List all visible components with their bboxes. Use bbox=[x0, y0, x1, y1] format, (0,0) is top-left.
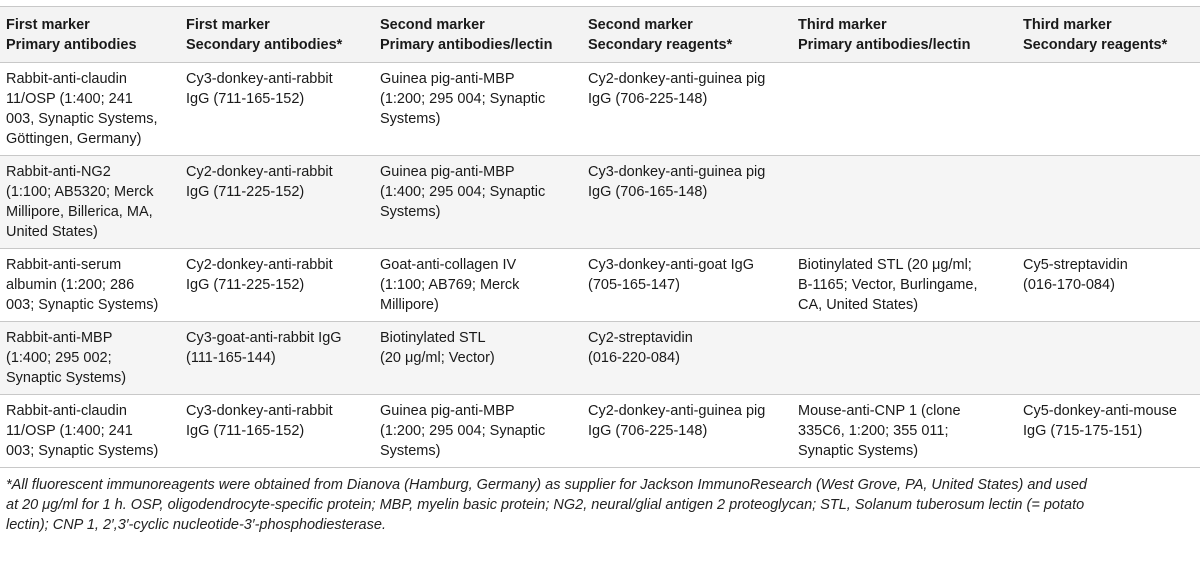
cell-line: Goat-anti-collagen IV bbox=[380, 257, 517, 273]
cell-line: (20 μg/ml; Vector) bbox=[380, 350, 495, 366]
cell-line: Rabbit-anti-serum bbox=[6, 257, 122, 273]
table-cell bbox=[0, 322, 180, 395]
cell-line: Cy5-streptavidin bbox=[1023, 257, 1128, 273]
table-row bbox=[0, 63, 1200, 156]
table-cell bbox=[180, 395, 374, 468]
footnote-line: at 20 μg/ml for 1 h. OSP, oligodendrocyte-specific protein; MBP, myelin basic protein; NG2, neural/glial antigen 2 proteoglycan; STL, Solanum tuberosum lectin (= potato bbox=[6, 497, 1085, 513]
cell-line: 003; Synaptic Systems) bbox=[6, 443, 159, 459]
table-cell bbox=[1017, 249, 1200, 322]
cell-line: 11/OSP (1:400; 241 bbox=[6, 423, 133, 439]
table-cell bbox=[374, 63, 582, 156]
column-header-line: Primary antibodies/lectin bbox=[798, 37, 971, 53]
table-cell bbox=[374, 395, 582, 468]
cell-line: IgG (711-165-152) bbox=[186, 91, 305, 107]
table-cell bbox=[374, 322, 582, 395]
footnote-row bbox=[0, 468, 1200, 536]
cell-line: 11/OSP (1:400; 241 bbox=[6, 91, 133, 107]
column-header-line: Second marker bbox=[380, 17, 485, 33]
cell-line: IgG (715-175-151) bbox=[1023, 423, 1143, 439]
cell-line: Cy2-donkey-anti-rabbit bbox=[186, 257, 333, 273]
table-cell bbox=[1017, 63, 1200, 156]
cell-line: Cy2-donkey-anti-guinea pig bbox=[588, 403, 766, 419]
cell-line: Cy3-donkey-anti-goat IgG bbox=[588, 257, 755, 273]
cell-line: Guinea pig-anti-MBP bbox=[380, 164, 515, 180]
cell-line: 003, Synaptic Systems, bbox=[6, 111, 158, 127]
table-cell bbox=[792, 156, 1017, 249]
cell-line: Systems) bbox=[380, 443, 441, 459]
column-header-line: Secondary antibodies* bbox=[186, 37, 343, 53]
table-cell bbox=[0, 156, 180, 249]
cell-line: Millipore, Billerica, MA, bbox=[6, 204, 153, 220]
cell-line: (016-170-084) bbox=[1023, 277, 1115, 293]
table-cell bbox=[1017, 156, 1200, 249]
column-header bbox=[374, 7, 582, 63]
footnote bbox=[0, 468, 1200, 536]
cell-line: Synaptic Systems) bbox=[6, 370, 127, 386]
cell-line: Cy2-streptavidin bbox=[588, 330, 693, 346]
column-header bbox=[1017, 7, 1200, 63]
cell-line: (705-165-147) bbox=[588, 277, 680, 293]
cell-line: B-1165; Vector, Burlingame, bbox=[798, 277, 978, 293]
cell-line: (1:400; 295 004; Synaptic bbox=[380, 184, 546, 200]
cell-line: Cy3-donkey-anti-rabbit bbox=[186, 403, 333, 419]
cell-line: (111-165-144) bbox=[186, 350, 276, 366]
table-cell bbox=[792, 395, 1017, 468]
table-cell bbox=[792, 63, 1017, 156]
table-cell bbox=[582, 156, 792, 249]
table-cell bbox=[0, 63, 180, 156]
cell-line: IgG (711-165-152) bbox=[186, 423, 305, 439]
table-cell bbox=[374, 249, 582, 322]
table-row bbox=[0, 395, 1200, 468]
cell-line: 335C6, 1:200; 355 011; bbox=[798, 423, 949, 439]
column-header bbox=[582, 7, 792, 63]
cell-line: (016-220-084) bbox=[588, 350, 680, 366]
table-cell bbox=[582, 322, 792, 395]
table-cell bbox=[582, 395, 792, 468]
table-cell bbox=[180, 249, 374, 322]
table-row bbox=[0, 249, 1200, 322]
cell-line: IgG (711-225-152) bbox=[186, 277, 305, 293]
table-footer bbox=[0, 468, 1200, 536]
cell-line: Millipore) bbox=[380, 297, 439, 313]
table-cell bbox=[582, 63, 792, 156]
cell-line: Biotinylated STL bbox=[380, 330, 486, 346]
column-header-line: Secondary reagents* bbox=[588, 37, 733, 53]
column-header-line: Third marker bbox=[1023, 17, 1112, 33]
cell-line: IgG (706-225-148) bbox=[588, 423, 708, 439]
cell-line: (1:100; AB5320; Merck bbox=[6, 184, 154, 200]
footnote-line: *All fluorescent immunoreagents were obtained from Dianova (Hamburg, Germany) as supplier for Jackson ImmunoResearch (West Grove, PA, United States) and used bbox=[6, 477, 1088, 493]
cell-line: Guinea pig-anti-MBP bbox=[380, 71, 515, 87]
cell-line: Cy2-donkey-anti-guinea pig bbox=[588, 71, 766, 87]
cell-line: CA, United States) bbox=[798, 297, 919, 313]
header-row bbox=[0, 7, 1200, 63]
cell-line: (1:100; AB769; Merck bbox=[380, 277, 520, 293]
cell-line: Cy3-donkey-anti-guinea pig bbox=[588, 164, 766, 180]
table-cell bbox=[1017, 395, 1200, 468]
table-row bbox=[0, 156, 1200, 249]
cell-line: Mouse-anti-CNP 1 (clone bbox=[798, 403, 961, 419]
table-row bbox=[0, 322, 1200, 395]
column-header-line: First marker bbox=[186, 17, 270, 33]
cell-line: Biotinylated STL (20 μg/ml; bbox=[798, 257, 972, 273]
table-cell bbox=[374, 156, 582, 249]
table-cell bbox=[0, 395, 180, 468]
cell-line: IgG (706-225-148) bbox=[588, 91, 708, 107]
antibody-table bbox=[0, 6, 1200, 535]
cell-line: IgG (706-165-148) bbox=[588, 184, 708, 200]
table-cell bbox=[582, 249, 792, 322]
cell-line: Guinea pig-anti-MBP bbox=[380, 403, 515, 419]
footnote-line: lectin); CNP 1, 2′,3′-cyclic nucleotide-3′-phosphodiesterase. bbox=[6, 517, 386, 533]
column-header-line: Primary antibodies/lectin bbox=[380, 37, 553, 53]
cell-line: Synaptic Systems) bbox=[798, 443, 919, 459]
cell-line: 003; Synaptic Systems) bbox=[6, 297, 159, 313]
table-cell bbox=[180, 156, 374, 249]
cell-line: (1:400; 295 002; bbox=[6, 350, 112, 366]
cell-line: Cy2-donkey-anti-rabbit bbox=[186, 164, 333, 180]
column-header bbox=[0, 7, 180, 63]
table-cell bbox=[0, 249, 180, 322]
cell-line: Systems) bbox=[380, 204, 441, 220]
column-header bbox=[180, 7, 374, 63]
cell-line: Systems) bbox=[380, 111, 441, 127]
cell-line: IgG (711-225-152) bbox=[186, 184, 305, 200]
table-header bbox=[0, 7, 1200, 63]
cell-line: Rabbit-anti-NG2 bbox=[6, 164, 111, 180]
column-header-line: Third marker bbox=[798, 17, 887, 33]
cell-line: Rabbit-anti-claudin bbox=[6, 403, 127, 419]
table-cell bbox=[1017, 322, 1200, 395]
cell-line: Cy5-donkey-anti-mouse bbox=[1023, 403, 1177, 419]
table-cell bbox=[792, 322, 1017, 395]
column-header-line: Second marker bbox=[588, 17, 693, 33]
cell-line: Cy3-donkey-anti-rabbit bbox=[186, 71, 333, 87]
cell-line: (1:200; 295 004; Synaptic bbox=[380, 91, 546, 107]
table-cell bbox=[180, 322, 374, 395]
table-body bbox=[0, 63, 1200, 468]
cell-line: Rabbit-anti-claudin bbox=[6, 71, 127, 87]
cell-line: albumin (1:200; 286 bbox=[6, 277, 135, 293]
table-cell bbox=[792, 249, 1017, 322]
cell-line: Rabbit-anti-MBP bbox=[6, 330, 113, 346]
cell-line: Göttingen, Germany) bbox=[6, 131, 142, 147]
cell-line: (1:200; 295 004; Synaptic bbox=[380, 423, 546, 439]
column-header-line: First marker bbox=[6, 17, 90, 33]
cell-line: Cy3-goat-anti-rabbit IgG bbox=[186, 330, 342, 346]
column-header-line: Primary antibodies bbox=[6, 37, 137, 53]
column-header-line: Secondary reagents* bbox=[1023, 37, 1168, 53]
column-header bbox=[792, 7, 1017, 63]
cell-line: United States) bbox=[6, 224, 98, 240]
table-cell bbox=[180, 63, 374, 156]
